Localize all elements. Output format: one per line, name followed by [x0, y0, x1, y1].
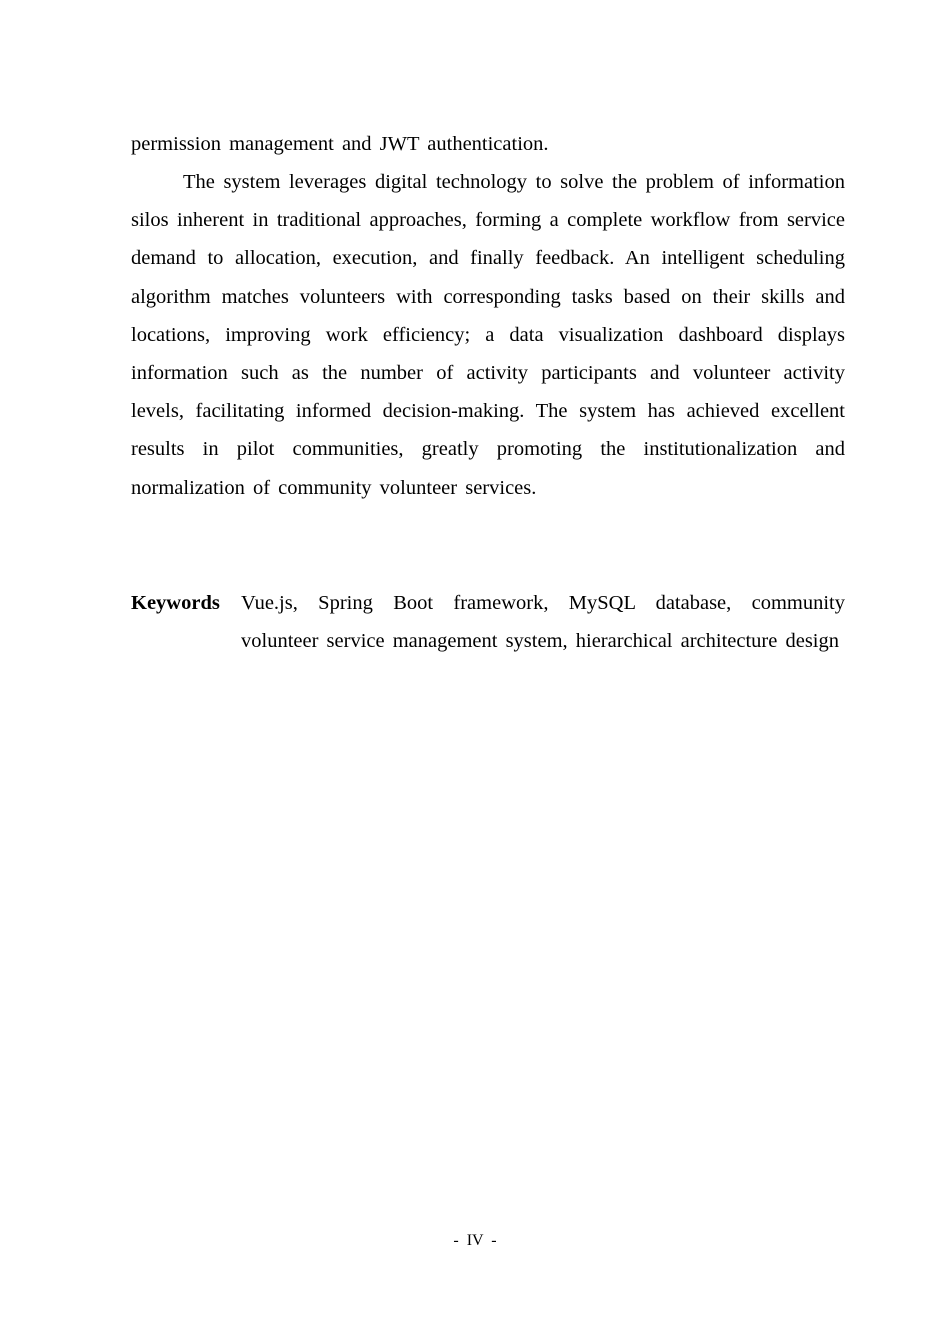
- keywords-text: Vue.js, Spring Boot framework, MySQL database, community volunteer service management system, hierarchical architecture design: [241, 592, 845, 653]
- abstract-paragraph: The system leverages digital technology to solve the problem of information silos inherent in traditional approaches, forming a complete workflow from service demand to allocation, execution, and finally feedback. An intelligent scheduling algorithm matches volunteers with corresponding tasks based on their skills and locations, improving work efficiency; a data visualization dashboard displays information such as the number of activity participants and volunteer activity levels, facilitating informed decision-making. The system has achieved excellent results in pilot communities, greatly promoting the institutionalization and normalization of community volunteer services.: [131, 171, 845, 499]
- keywords-label: Keywords: [131, 592, 220, 614]
- continuation-line: permission management and JWT authentication.: [131, 133, 549, 155]
- page-number: - IV -: [453, 1232, 497, 1249]
- keywords-section: [131, 584, 845, 660]
